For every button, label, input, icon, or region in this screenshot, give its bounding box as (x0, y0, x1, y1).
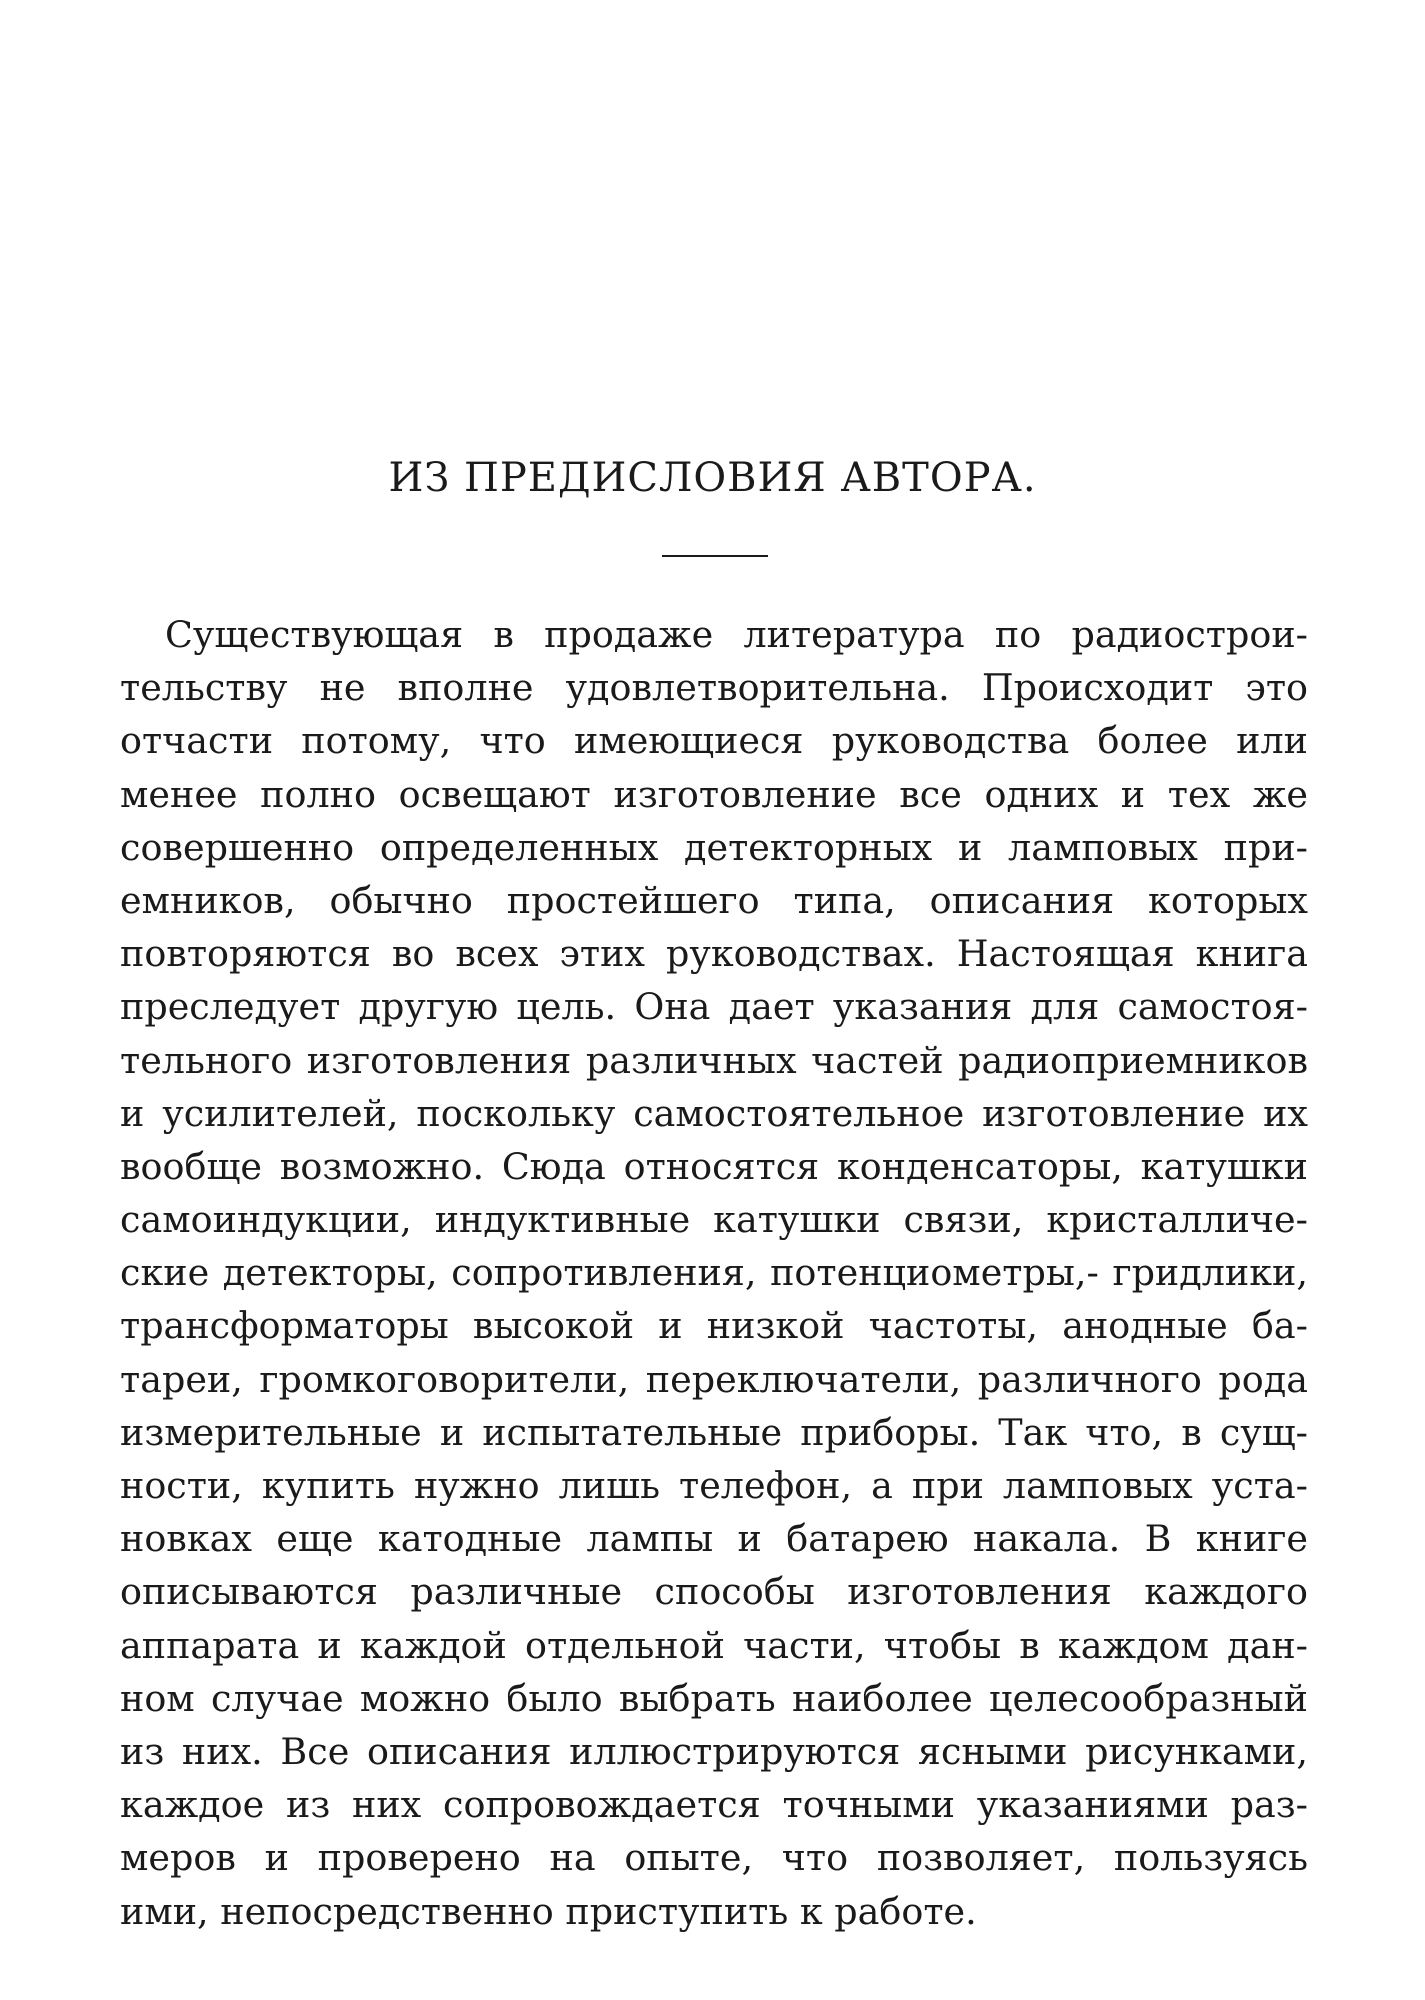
text-line: измерительные и испытательные приборы. Так что, в сущ- (120, 1410, 1308, 1454)
text-line: самоиндукции, индуктивные катушки связи, кристалличе- (120, 1198, 1308, 1242)
text-line: емников, обычно простейшего типа, описания которых (120, 878, 1308, 922)
text-line: описываются различные способы изготовления каждого (120, 1570, 1308, 1614)
text-line: тареи, громкоговорители, переключатели, различного рода (120, 1357, 1308, 1401)
text-line: повторяются во всех этих руководствах. Настоящая книга (120, 932, 1308, 976)
text-line: меров и проверено на опыте, что позволяет, пользуясь (120, 1836, 1308, 1880)
text-line: отчасти потому, что имеющиеся руководства более или (120, 719, 1308, 763)
page-title: ИЗ ПРЕДИСЛОВИЯ АВТОРА. (388, 455, 1037, 501)
text-line: ном случае можно было выбрать наиболее целесообразный (120, 1676, 1308, 1720)
text-line: вообще возможно. Сюда относятся конденсаторы, катушки (120, 1144, 1308, 1188)
text-line: тельного изготовления различных частей радиоприемников (120, 1038, 1308, 1082)
text-line: и усилителей, поскольку самостоятельное изготовление их (120, 1091, 1308, 1135)
text-line: ими, непосредственно приступить к работе. (120, 1889, 977, 1933)
text-line: ности, купить нужно лишь телефон, а при ламповых уста- (120, 1464, 1308, 1507)
text-line: аппарата и каждой отдельной части, чтобы в каждом дан- (120, 1623, 1308, 1667)
text-line: ские детекторы, сопротивления, потенциометры,- гридлики, (120, 1251, 1308, 1295)
text-line: из них. Все описания иллюстрируются ясными рисунками, (120, 1729, 1308, 1773)
text-line: преследует другую цель. Она дает указания для самостоя- (120, 985, 1308, 1029)
preface-text (120, 608, 1308, 1938)
text-line: новках еще катодные лампы и батарею накала. В книге (120, 1517, 1308, 1561)
text-line: каждое из них сопровождается точными указаниями раз- (120, 1783, 1308, 1827)
title-divider (662, 555, 768, 557)
text-line: трансформаторы высокой и низкой частоты, анодные ба- (120, 1304, 1308, 1348)
text-line: менее полно освещают изготовление все одних и тех же (120, 772, 1308, 816)
text-line: тельству не вполне удовлетворительна. Происходит это (120, 666, 1308, 710)
text-line: Существующая в продаже литература по радиострои- (165, 613, 1308, 656)
text-line: совершенно определенных детекторных и ламповых при- (120, 825, 1308, 869)
